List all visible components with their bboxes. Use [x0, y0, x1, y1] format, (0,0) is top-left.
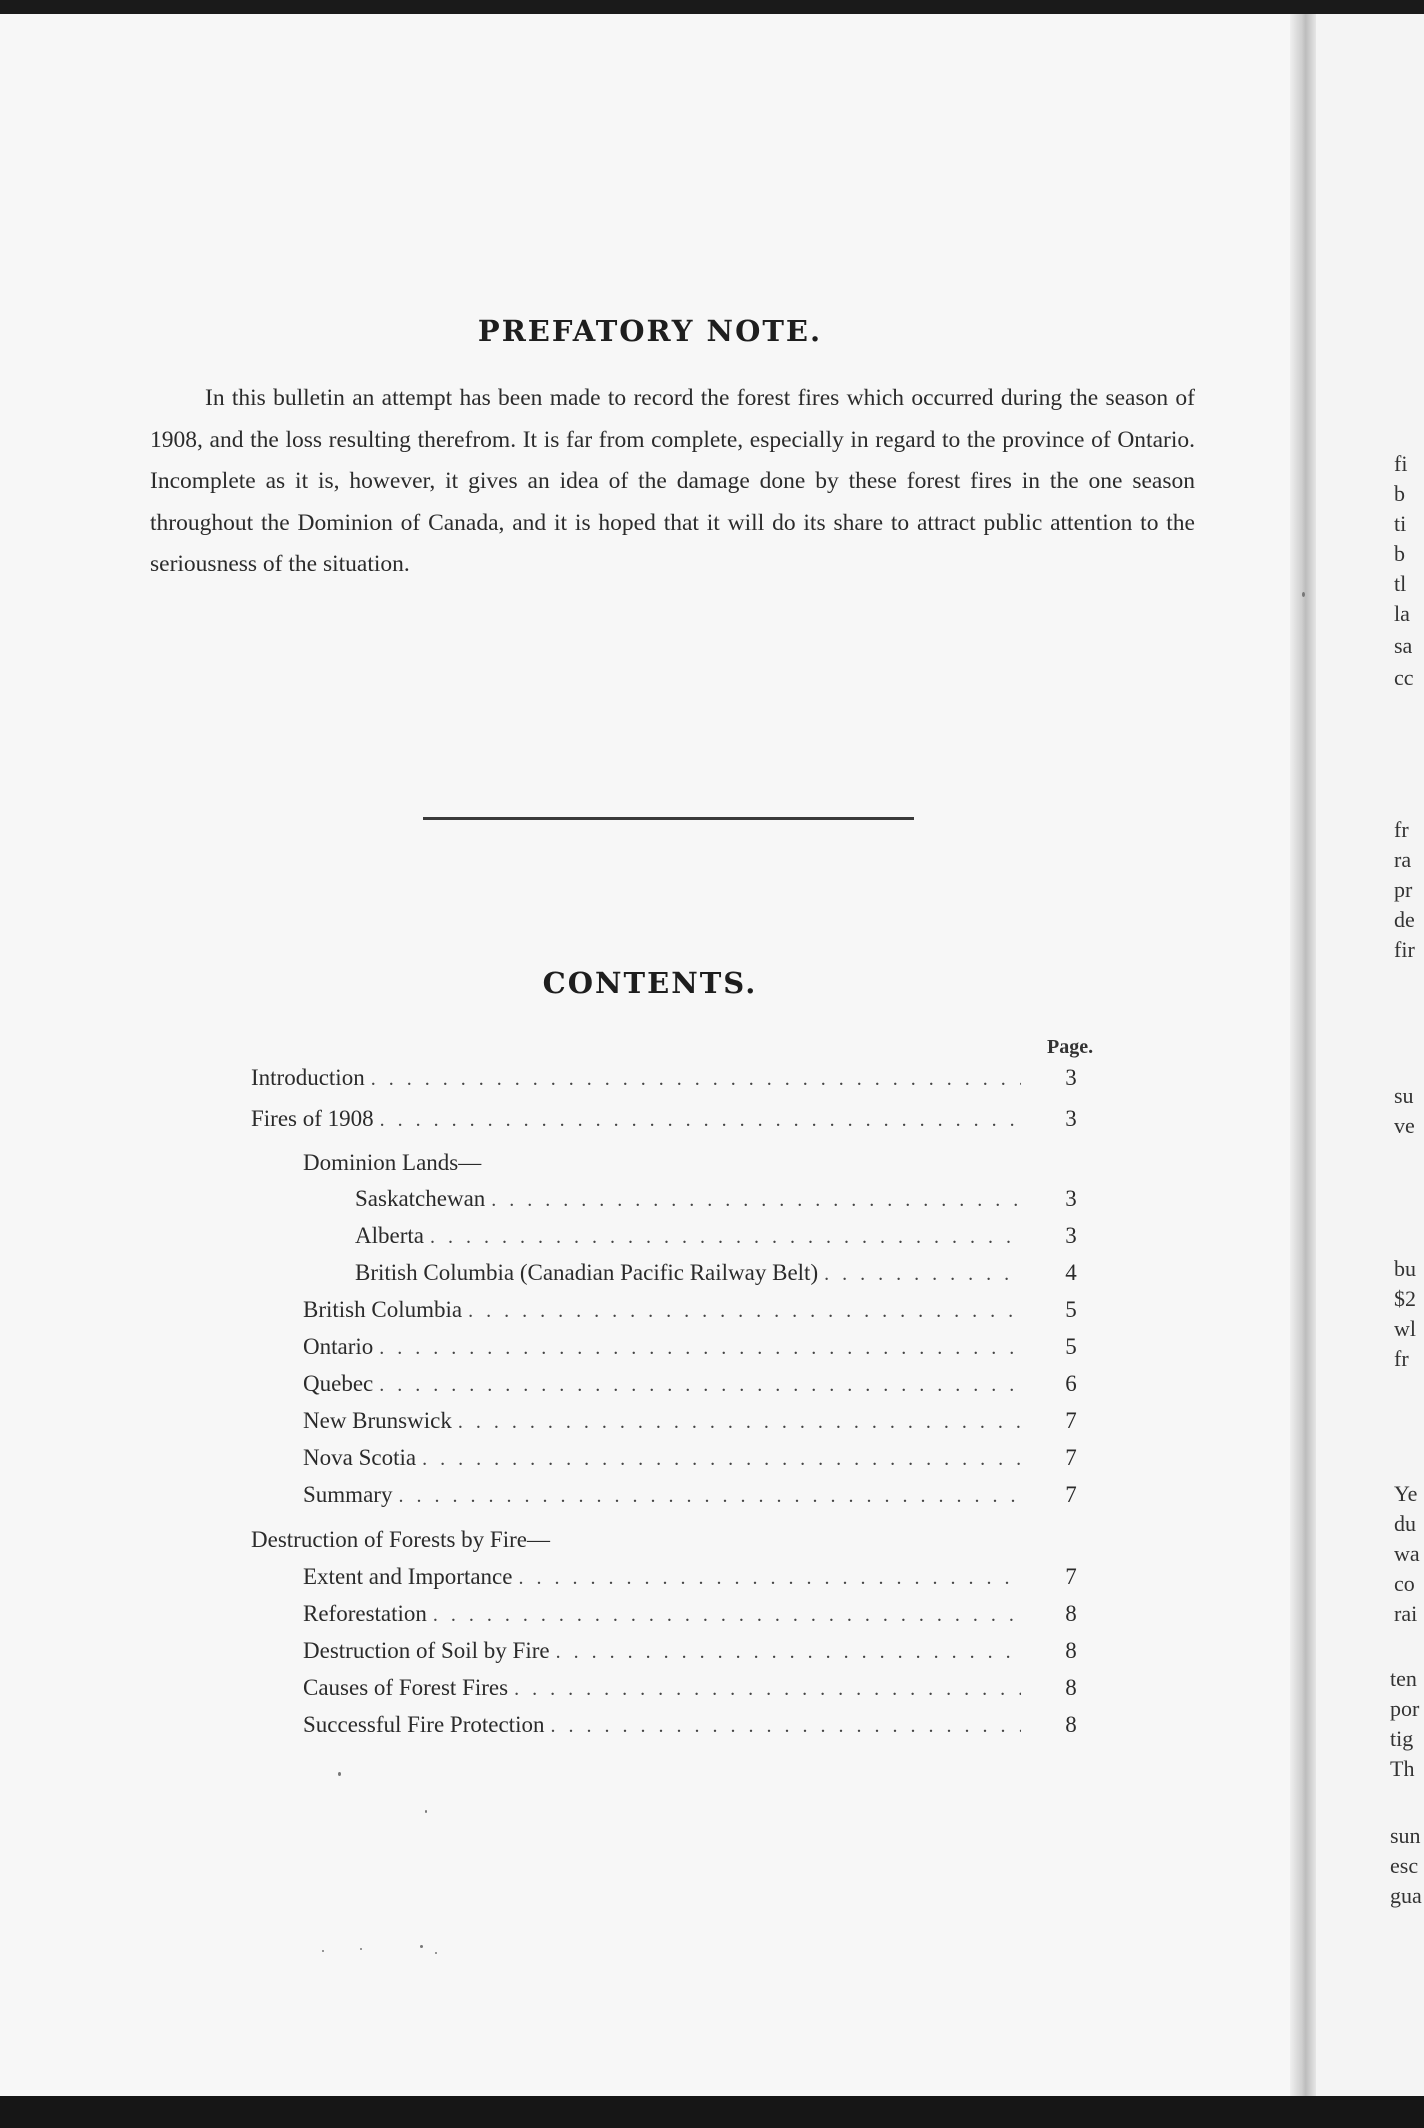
- facing-fragment: esc: [1390, 1853, 1419, 1878]
- facing-fragment: cc: [1394, 665, 1414, 690]
- toc-page: 8: [1065, 1675, 1077, 1700]
- toc-page: 7: [1065, 1408, 1077, 1433]
- toc-group-destruction-of-forests: Destruction of Forests by Fire—: [251, 1527, 550, 1552]
- facing-fragment: fir: [1394, 937, 1415, 962]
- page-column-header: Page.: [1047, 1036, 1094, 1058]
- speck: [435, 1952, 437, 1954]
- facing-fragment: wa: [1394, 1541, 1420, 1566]
- prefatory-text: In this bulletin an attempt has been made to record the forest fires which occurred during the season of 1908, and the loss resulting therefrom. It is far from complete, especially in regard to the province of Ontario. Incomplete as it is, however, it gives an idea of the damage done by these forest fires in the one season throughout the Dominion of Canada, and it is hoped that it will do its share to attract public attention to the seriousness of the situation.: [150, 385, 1195, 577]
- toc-leader: [380, 1109, 1021, 1132]
- toc-entry-new-brunswick[interactable]: [303, 1408, 1077, 1446]
- toc-entry-alberta[interactable]: [355, 1223, 1077, 1261]
- facing-fragment: tig: [1390, 1726, 1414, 1751]
- toc-label: Extent and Importance: [303, 1564, 513, 1589]
- toc-leader: [514, 1678, 1021, 1701]
- contents-title: CONTENTS.: [542, 966, 758, 1000]
- toc-label: British Columbia (Canadian Pacific Railway Belt): [355, 1260, 819, 1285]
- toc-label: British Columbia: [303, 1297, 463, 1322]
- toc-entry-saskatchewan[interactable]: [355, 1186, 1077, 1224]
- toc-leader: [371, 1068, 1021, 1091]
- toc-entry-fires-of-1908[interactable]: [251, 1106, 1077, 1144]
- toc-entry-ontario[interactable]: [303, 1334, 1077, 1372]
- toc-page: 7: [1065, 1445, 1077, 1470]
- facing-fragment: b: [1394, 481, 1405, 506]
- toc-leader: [398, 1485, 1021, 1508]
- toc-label: Quebec: [303, 1371, 374, 1396]
- prefatory-title: PREFATORY NOTE.: [477, 314, 823, 348]
- facing-fragment: du: [1394, 1511, 1416, 1536]
- toc-entry-quebec[interactable]: [303, 1371, 1077, 1409]
- facing-fragment: pr: [1394, 877, 1413, 902]
- toc-label: Nova Scotia: [303, 1445, 417, 1470]
- toc-entry-summary[interactable]: [303, 1482, 1077, 1520]
- facing-fragment: rai: [1394, 1601, 1418, 1626]
- speck: [1302, 592, 1305, 597]
- toc-page: 8: [1065, 1712, 1077, 1737]
- facing-fragment: gua: [1390, 1883, 1422, 1908]
- toc-entry-successful-fire-protection[interactable]: [303, 1712, 1077, 1750]
- section-divider: [423, 817, 914, 820]
- toc-label: Causes of Forest Fires: [303, 1675, 509, 1700]
- toc-page: 8: [1065, 1638, 1077, 1663]
- toc-entry-introduction[interactable]: [251, 1065, 1077, 1103]
- speck: [425, 1810, 427, 1813]
- toc-leader: [556, 1641, 1021, 1664]
- facing-fragment: la: [1394, 601, 1410, 626]
- speck: [420, 1945, 423, 1948]
- toc-page: 3: [1065, 1186, 1077, 1211]
- toc-label: Introduction: [251, 1065, 365, 1090]
- facing-fragment: sun: [1390, 1823, 1421, 1848]
- toc-page: 5: [1065, 1334, 1077, 1359]
- toc-label: New Brunswick: [303, 1408, 452, 1433]
- toc-page: 3: [1065, 1065, 1077, 1090]
- toc-leader: [491, 1189, 1021, 1212]
- facing-fragment: por: [1390, 1696, 1420, 1721]
- toc-entry-extent-and-importance[interactable]: [303, 1564, 1077, 1602]
- toc-page: 7: [1065, 1564, 1077, 1589]
- toc-label: Reforestation: [303, 1601, 427, 1626]
- toc-leader: [518, 1567, 1021, 1590]
- facing-fragment: ve: [1394, 1113, 1415, 1138]
- facing-fragment: sa: [1394, 633, 1413, 658]
- right-page-edge: [1316, 14, 1424, 2114]
- scan-bottom-border: [0, 2096, 1424, 2128]
- toc-leader: [433, 1604, 1021, 1627]
- facing-fragment: co: [1394, 1571, 1415, 1596]
- toc-label: Summary: [303, 1482, 393, 1507]
- facing-fragment: bu: [1394, 1256, 1416, 1281]
- facing-fragment: $2: [1394, 1286, 1416, 1311]
- facing-fragment: ti: [1394, 511, 1407, 536]
- toc-entry-nova-scotia[interactable]: [303, 1445, 1077, 1483]
- toc-label: Fires of 1908: [251, 1106, 374, 1131]
- toc-entry-reforestation[interactable]: [303, 1601, 1077, 1639]
- toc-leader: [379, 1337, 1021, 1360]
- facing-fragment: b: [1394, 541, 1405, 566]
- toc-page: 5: [1065, 1297, 1077, 1322]
- toc-label: Ontario: [303, 1334, 374, 1359]
- toc-label: Saskatchewan: [355, 1186, 486, 1211]
- facing-fragment: de: [1394, 907, 1415, 932]
- toc-leader: [468, 1300, 1021, 1323]
- toc-leader: [430, 1226, 1021, 1249]
- speck: [360, 1948, 362, 1950]
- toc-leader: [458, 1411, 1021, 1434]
- facing-fragment: Ye: [1394, 1481, 1418, 1506]
- facing-fragment: fi: [1394, 451, 1408, 476]
- toc-page: 8: [1065, 1601, 1077, 1626]
- facing-fragment: fr: [1394, 817, 1409, 842]
- facing-fragment: tl: [1394, 571, 1407, 596]
- toc-entry-destruction-of-soil[interactable]: [303, 1638, 1077, 1676]
- toc-entry-british-columbia-railway-belt[interactable]: [355, 1260, 1077, 1298]
- speck: [322, 1950, 324, 1952]
- facing-fragment: ra: [1394, 847, 1412, 872]
- toc-page: 3: [1065, 1223, 1077, 1248]
- facing-fragment: fr: [1394, 1346, 1409, 1371]
- speck: [338, 1772, 341, 1776]
- toc-entry-causes-of-forest-fires[interactable]: [303, 1675, 1077, 1713]
- toc-page: 6: [1065, 1371, 1077, 1396]
- toc-label: Destruction of Soil by Fire: [303, 1638, 550, 1663]
- toc-page: 7: [1065, 1482, 1077, 1507]
- facing-fragment: ten: [1390, 1666, 1417, 1691]
- facing-fragment: su: [1394, 1083, 1414, 1108]
- toc-leader: [550, 1715, 1021, 1738]
- toc-label: Successful Fire Protection: [303, 1712, 545, 1737]
- toc-group-dominion-lands: Dominion Lands—: [303, 1150, 482, 1175]
- toc-page: 3: [1065, 1106, 1077, 1131]
- toc-entry-british-columbia[interactable]: [303, 1297, 1077, 1335]
- toc-leader: [422, 1448, 1021, 1471]
- facing-fragment: wl: [1394, 1316, 1416, 1341]
- toc-label: Alberta: [355, 1223, 424, 1248]
- toc-leader: [379, 1374, 1021, 1397]
- toc-leader: [824, 1263, 1021, 1286]
- toc-page: 4: [1065, 1260, 1077, 1285]
- facing-fragment: Th: [1390, 1756, 1415, 1781]
